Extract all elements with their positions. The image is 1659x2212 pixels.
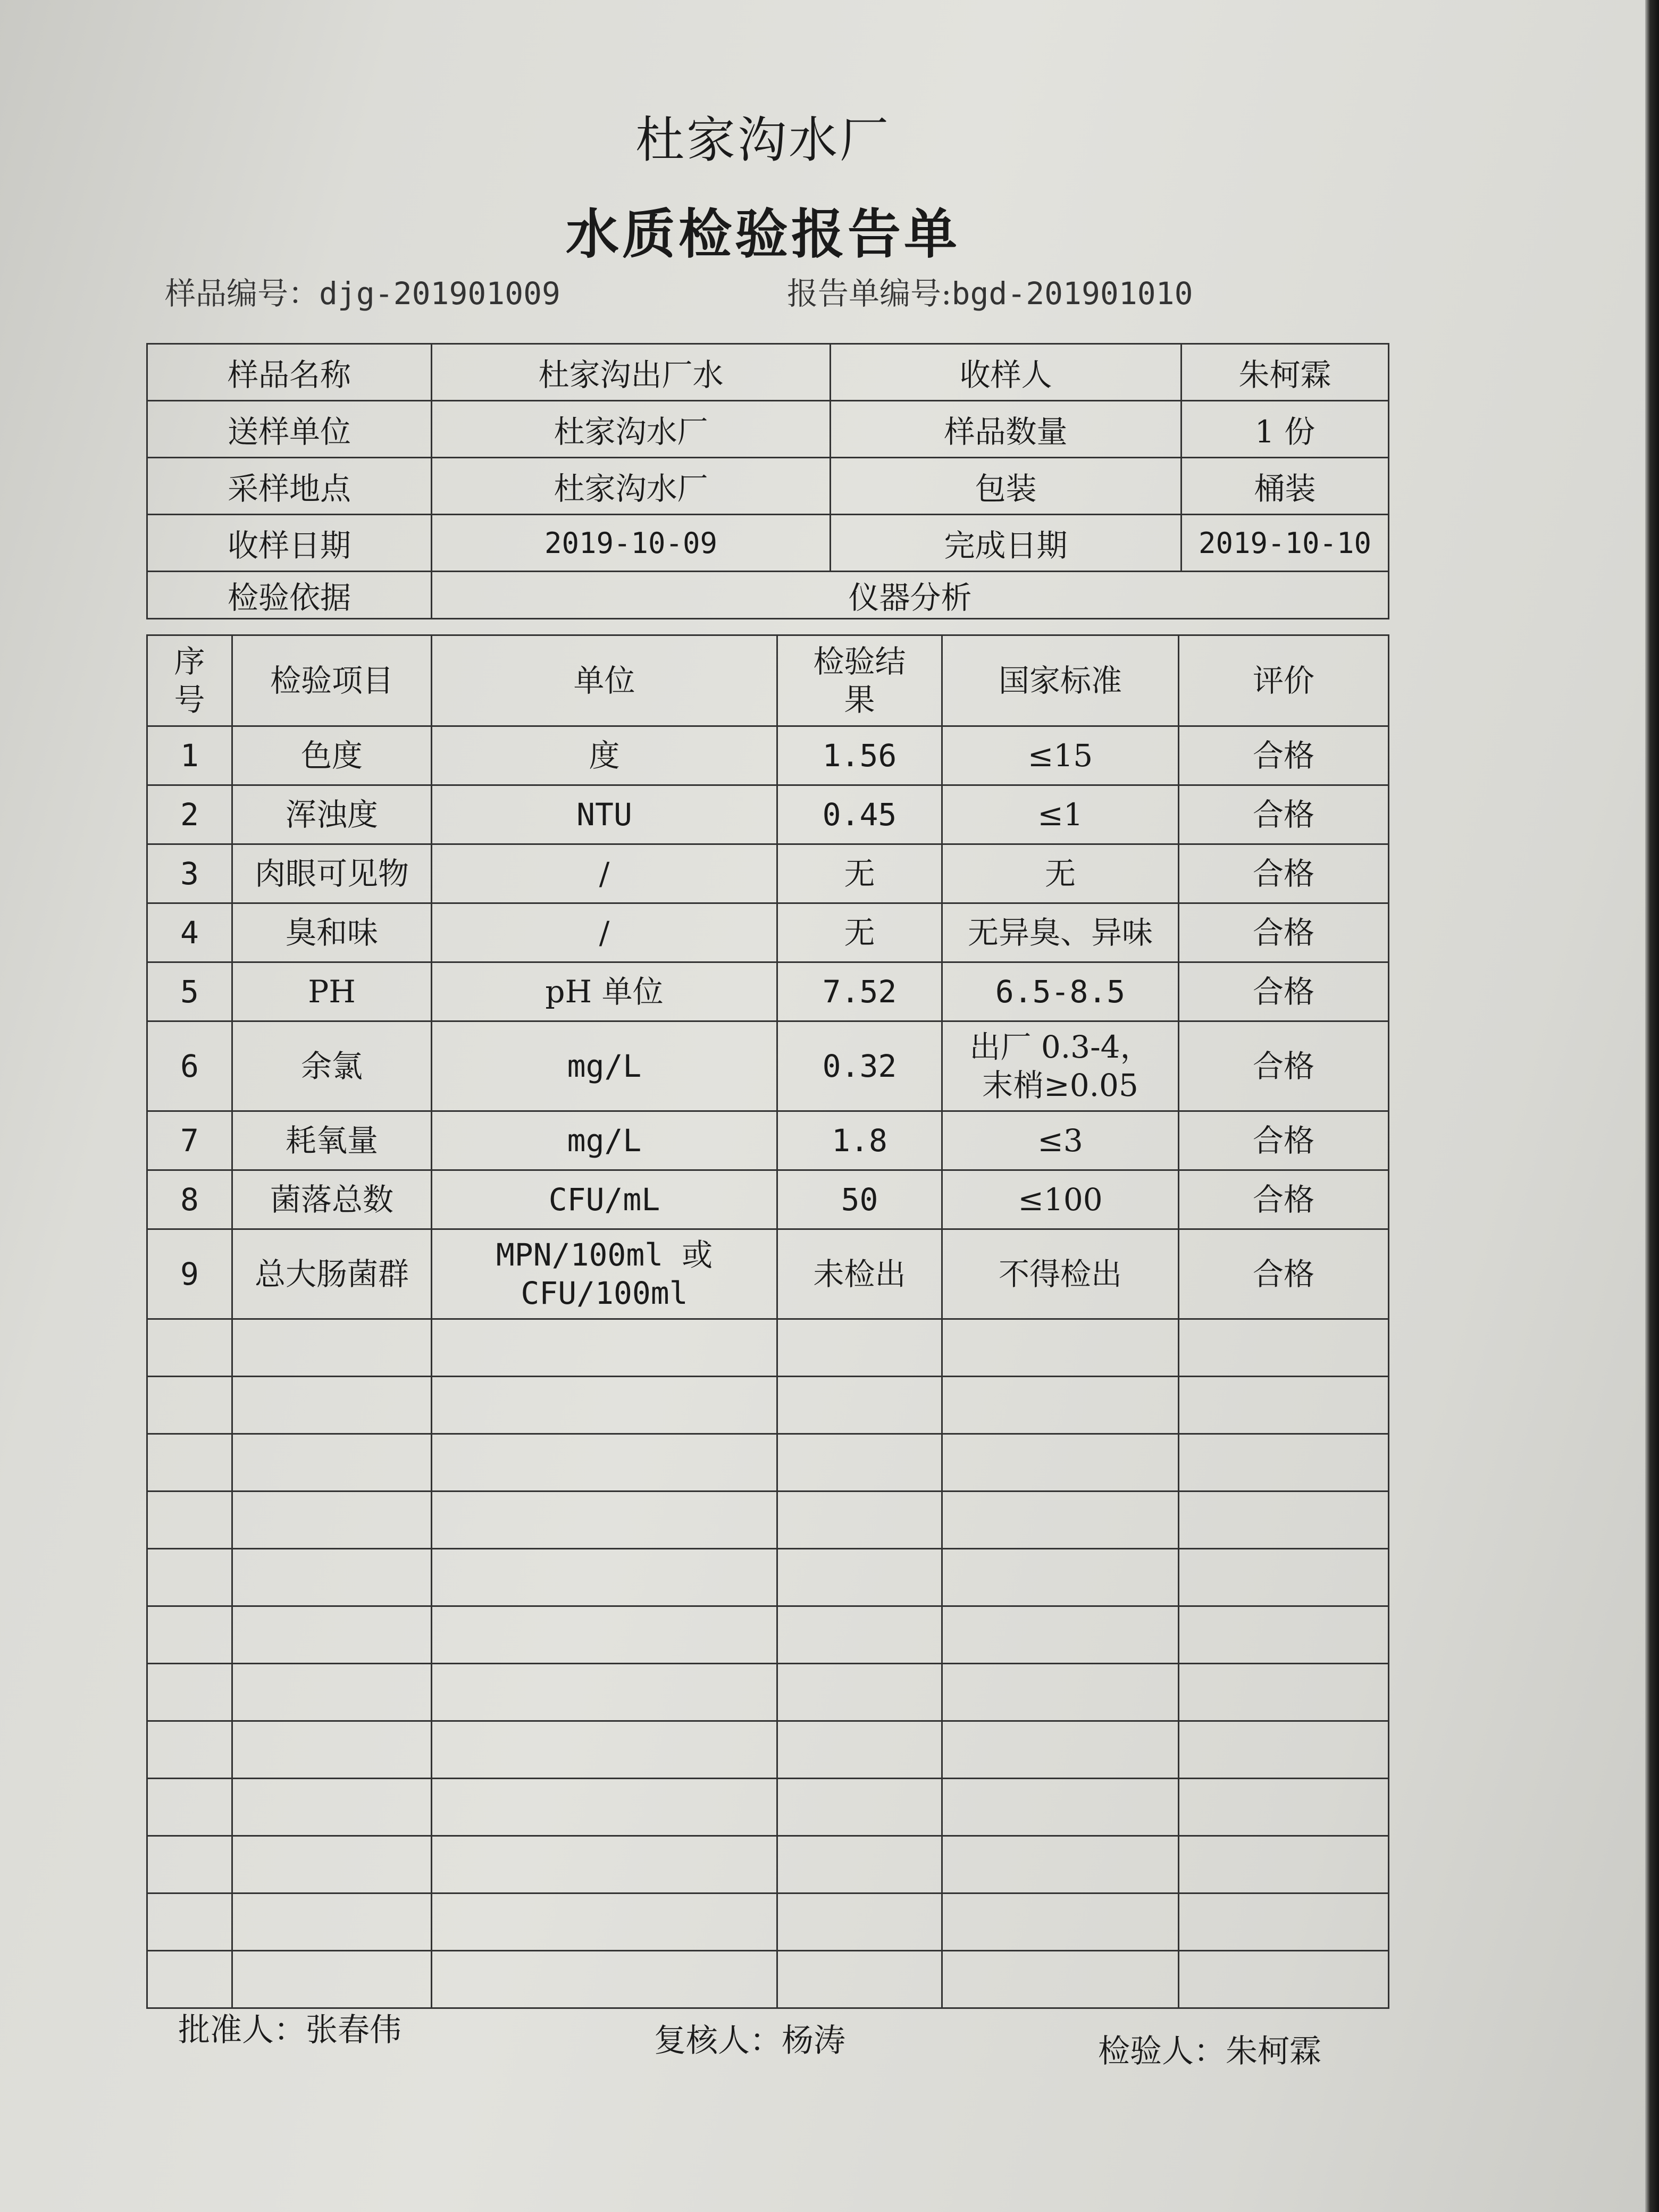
column-header-seq: 序 号 [147, 635, 232, 726]
cell-evaluation: 合格 [1179, 903, 1389, 962]
cell-seq: 7 [147, 1111, 232, 1170]
report-number [787, 269, 1193, 313]
sample-number-value: djg-201901009 [319, 275, 560, 312]
info-label: 检验依据 [147, 572, 432, 619]
cell-item: 菌落总数 [232, 1170, 432, 1229]
info-label: 完成日期 [831, 515, 1182, 572]
cell-unit: mg/L [432, 1111, 777, 1170]
column-header-result: 检验结 果 [777, 635, 942, 726]
info-value: 1 份 [1182, 401, 1389, 458]
cell-seq: 2 [147, 785, 232, 844]
cell-standard: 6.5-8.5 [942, 962, 1179, 1021]
info-row [147, 515, 1389, 572]
cell-standard: ≤100 [942, 1170, 1179, 1229]
info-label: 收样日期 [147, 515, 432, 572]
empty-row [147, 1434, 1389, 1492]
cell-evaluation: 合格 [1179, 844, 1389, 903]
report-number-label: 报告单编号: [787, 275, 952, 312]
cell-evaluation: 合格 [1179, 962, 1389, 1021]
cell-seq: 9 [147, 1229, 232, 1319]
cell-standard: ≤3 [942, 1111, 1179, 1170]
cell-seq: 4 [147, 903, 232, 962]
cell-unit: / [432, 844, 777, 903]
cell-seq: 3 [147, 844, 232, 903]
cell-evaluation: 合格 [1179, 1170, 1389, 1229]
sample-number [165, 269, 560, 313]
info-value: 桶装 [1182, 458, 1389, 515]
cell-unit: CFU/mL [432, 1170, 777, 1229]
plant-name: 杜家沟水厂 [635, 112, 891, 169]
cell-item: 浑浊度 [232, 785, 432, 844]
info-row [147, 401, 1389, 458]
cell-standard: 不得检出 [942, 1229, 1179, 1319]
info-label: 包装 [831, 458, 1182, 515]
sample-number-label: 样品编号： [165, 275, 320, 312]
empty-row [147, 1664, 1389, 1721]
empty-row [147, 1836, 1389, 1893]
cell-item: 耗氧量 [232, 1111, 432, 1170]
empty-row [147, 1893, 1389, 1951]
cell-result: 50 [777, 1170, 942, 1229]
table-row [147, 1021, 1389, 1111]
cell-evaluation: 合格 [1179, 785, 1389, 844]
cell-unit: pH 单位 [432, 962, 777, 1021]
empty-row [147, 1951, 1389, 2008]
approver-signature: 批准人：张春伟 [178, 2012, 401, 2049]
info-row [147, 344, 1389, 401]
cell-result: 1.8 [777, 1111, 942, 1170]
cell-result: 0.45 [777, 785, 942, 844]
cell-evaluation: 合格 [1179, 1111, 1389, 1170]
info-row [147, 572, 1389, 619]
cell-standard: ≤15 [942, 726, 1179, 785]
cell-result: 无 [777, 844, 942, 903]
report-number-value: bgd-201901010 [951, 275, 1193, 312]
table-row [147, 962, 1389, 1021]
results-table [146, 634, 1389, 2009]
empty-row [147, 1779, 1389, 1836]
cell-unit: NTU [432, 785, 777, 844]
info-row [147, 458, 1389, 515]
cell-item: PH [232, 962, 432, 1021]
empty-row [147, 1377, 1389, 1434]
cell-standard: ≤1 [942, 785, 1179, 844]
cell-result: 7.52 [777, 962, 942, 1021]
table-row [147, 1170, 1389, 1229]
cell-item: 总大肠菌群 [232, 1229, 432, 1319]
cell-evaluation: 合格 [1179, 1021, 1389, 1111]
cell-result: 1.56 [777, 726, 942, 785]
cell-standard: 无 [942, 844, 1179, 903]
column-header-evaluation: 评价 [1179, 635, 1389, 726]
sample-info-table [146, 343, 1389, 619]
cell-standard: 出厂 0.3-4， 末梢≥0.05 [942, 1021, 1179, 1111]
column-header-standard: 国家标准 [942, 635, 1179, 726]
cell-unit: / [432, 903, 777, 962]
empty-row [147, 1549, 1389, 1606]
empty-row [147, 1721, 1389, 1779]
table-header [147, 635, 1389, 726]
info-label: 送样单位 [147, 401, 432, 458]
cell-result: 未检出 [777, 1229, 942, 1319]
reviewer-signature: 复核人：杨涛 [654, 2022, 845, 2059]
cell-evaluation: 合格 [1179, 1229, 1389, 1319]
table-row [147, 726, 1389, 785]
cell-evaluation: 合格 [1179, 726, 1389, 785]
cell-item: 臭和味 [232, 903, 432, 962]
info-value: 2019-10-09 [432, 515, 831, 572]
info-value: 杜家沟水厂 [432, 401, 831, 458]
info-value: 杜家沟出厂水 [432, 344, 831, 401]
info-label: 采样地点 [147, 458, 432, 515]
cell-item: 色度 [232, 726, 432, 785]
info-label: 收样人 [831, 344, 1182, 401]
empty-row [147, 1319, 1389, 1377]
inspector-signature: 检验人：朱柯霖 [1098, 2033, 1321, 2070]
table-row [147, 1229, 1389, 1319]
info-value: 仪器分析 [432, 572, 1389, 619]
cell-seq: 8 [147, 1170, 232, 1229]
cell-standard: 无异臭、异味 [942, 903, 1179, 962]
cell-item: 余氯 [232, 1021, 432, 1111]
background-edge [1645, 0, 1659, 2212]
info-label: 样品数量 [831, 401, 1182, 458]
info-value: 朱柯霖 [1182, 344, 1389, 401]
empty-row [147, 1492, 1389, 1549]
cell-item: 肉眼可见物 [232, 844, 432, 903]
cell-seq: 1 [147, 726, 232, 785]
table-row [147, 844, 1389, 903]
table-row [147, 903, 1389, 962]
cell-unit: MPN/100ml 或 CFU/100ml [432, 1229, 777, 1319]
cell-seq: 6 [147, 1021, 232, 1111]
report-title: 水质检验报告单 [566, 203, 960, 265]
empty-row [147, 1606, 1389, 1664]
cell-unit: 度 [432, 726, 777, 785]
cell-result: 无 [777, 903, 942, 962]
cell-result: 0.32 [777, 1021, 942, 1111]
info-value: 2019-10-10 [1182, 515, 1389, 572]
info-label: 样品名称 [147, 344, 432, 401]
table-row [147, 1111, 1389, 1170]
table-row [147, 785, 1389, 844]
column-header-item: 检验项目 [232, 635, 432, 726]
cell-unit: mg/L [432, 1021, 777, 1111]
info-value: 杜家沟水厂 [432, 458, 831, 515]
cell-seq: 5 [147, 962, 232, 1021]
column-header-unit: 单位 [432, 635, 777, 726]
